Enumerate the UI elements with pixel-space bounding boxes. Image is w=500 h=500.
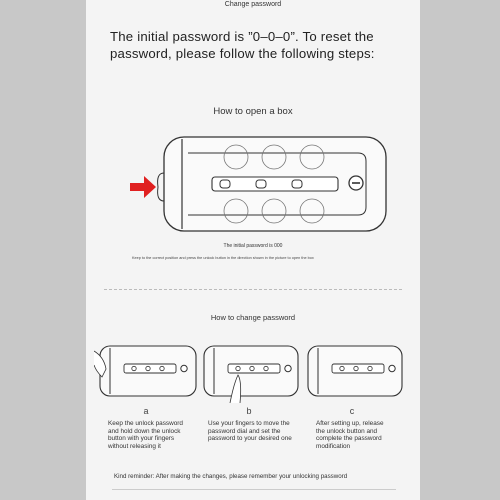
change-password-title: How to change password <box>210 313 296 322</box>
step-c-letter: c <box>349 406 355 416</box>
step-b-letter: b <box>246 406 252 416</box>
red-arrow-icon <box>130 176 156 198</box>
intro-text: The initial password is ”0–0–0”. To reset the password, please follow the following steps: <box>110 29 375 61</box>
step-c-illustration <box>304 343 408 403</box>
page-header: Change password <box>224 1 282 8</box>
lock-box-illustration <box>126 125 416 240</box>
step-b-text: Use your fingers to move the password dial and set the password to your desired one <box>208 420 292 443</box>
initial-password-note: The initial password is 000 <box>223 243 283 249</box>
step-a-letter: a <box>143 406 149 416</box>
reminder-text: Kind reminder: After making the changes, please remember your unlocking password <box>114 473 348 480</box>
footer-line <box>112 489 396 490</box>
open-hint: Keep to the correct position and press the unlock button in the direction shown in the picture to open the box <box>132 256 314 260</box>
step-b-illustration <box>200 343 304 403</box>
step-c-text: After setting up, release the unlock button and complete the password modification <box>316 420 384 450</box>
step-a-illustration <box>94 343 204 403</box>
instruction-page <box>86 0 420 500</box>
dashed-divider <box>104 289 402 290</box>
step-a-text: Keep the unlock password and hold down the unlock button with your fingers without releasing it <box>108 420 183 450</box>
open-box-title: How to open a box <box>213 106 293 117</box>
